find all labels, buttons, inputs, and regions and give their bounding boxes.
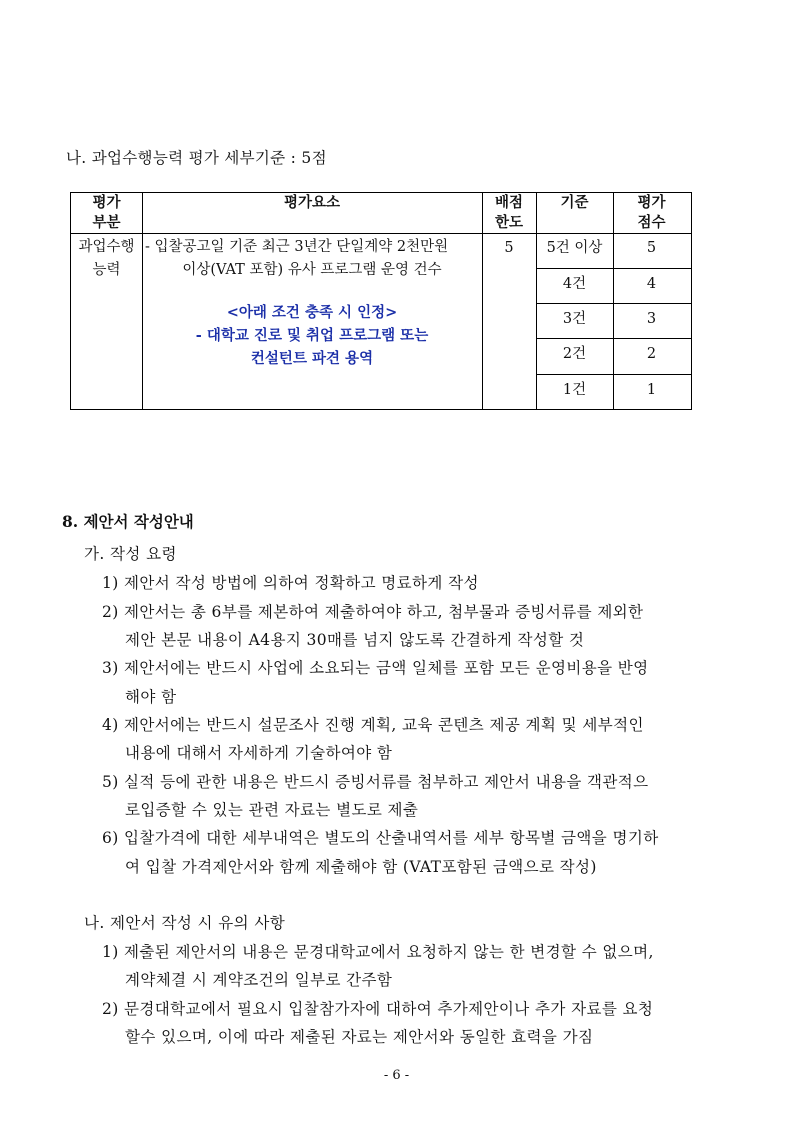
list-item-continuation: 여 입찰 가격제안서와 함께 제출해야 함 (VAT포함된 금액으로 작성) (125, 858, 597, 876)
element-line: 이상(VAT 포함) 유사 프로그램 운영 건수 (182, 262, 442, 278)
page-number: - 6 - (383, 1068, 410, 1083)
list-item: 3) 제안서에는 반드시 사업에 소요되는 금액 일체를 포함 모든 운영비용을 반영 (102, 659, 649, 677)
list-item: 6) 입찰가격에 대한 세부내역은 별도의 산출내역서를 세부 항목별 금액을 명기하 (102, 829, 659, 847)
condition-note: - 대학교 진로 및 취업 프로그램 또는 (195, 327, 429, 344)
element-line: - 입찰공고일 기준 최근 3년간 단일계약 2천만원 (145, 239, 449, 255)
table-divider (536, 268, 691, 269)
criteria-cell: 2건 (562, 346, 587, 362)
list-item-continuation: 할수 있으며, 이에 따라 제출된 자료는 제안서와 동일한 효력을 가짐 (125, 1028, 594, 1046)
criteria-cell: 3건 (562, 311, 587, 327)
list-item-continuation: 내용에 대해서 자세하게 기술하여야 함 (125, 744, 393, 762)
list-item: 2) 문경대학교에서 필요시 입찰참가자에 대하여 추가제안이나 추가 자료를 요청 (102, 1000, 654, 1018)
header-criteria: 기준 (560, 194, 589, 211)
header-limit: 배점 한도 (494, 194, 523, 231)
element-cell (142, 236, 482, 370)
list-item-continuation: 로입증할 수 있는 관련 자료는 별도로 제출 (125, 801, 419, 819)
section8-title: 8. 제안서 작성안내 (62, 512, 194, 531)
score-cell: 4 (646, 276, 657, 292)
header-division: 평가 부분 (92, 194, 121, 231)
table-divider (536, 193, 537, 409)
criteria-cell: 1건 (562, 382, 587, 398)
subsection-b-title: 나. 제안서 작성 시 유의 사항 (84, 914, 286, 932)
division-cell: 과업수행 능력 (78, 239, 135, 278)
score-cell: 1 (646, 382, 657, 398)
criteria-cell: 4건 (562, 276, 587, 292)
evaluation-table (70, 192, 692, 410)
list-item: 2) 제안서는 총 6부를 제본하여 제출하여야 하고, 첨부물과 증빙서류를 제외한 (102, 603, 644, 621)
table-divider (536, 374, 691, 375)
list-item-continuation: 제안 본문 내용이 A4용지 30매를 넘지 않도록 간결하게 작성할 것 (125, 631, 585, 649)
list-item: 1) 제안서 작성 방법에 의하여 정확하고 명료하게 작성 (102, 574, 479, 592)
limit-cell: 5 (504, 240, 514, 256)
table-divider (71, 233, 691, 234)
section-heading: 나. 과업수행능력 평가 세부기준 : 5점 (66, 149, 327, 167)
list-item-continuation: 해야 함 (125, 688, 177, 706)
header-element: 평가요소 (283, 194, 341, 211)
header-score: 평가 점수 (637, 194, 666, 231)
subsection-a-title: 가. 작성 요령 (84, 545, 177, 563)
list-item-continuation: 계약체결 시 계약조건의 일부로 간주함 (125, 971, 393, 989)
criteria-cell: 5건 이상 (546, 240, 603, 256)
score-cell: 3 (646, 311, 657, 327)
condition-note: 컨설턴트 파견 용역 (250, 350, 374, 367)
condition-note: <아래 조건 충족 시 인정> (226, 304, 398, 321)
list-item: 4) 제안서에는 반드시 설문조사 진행 계획, 교육 콘텐츠 제공 계획 및 세부적인 (102, 716, 644, 734)
table-divider (536, 338, 691, 339)
score-cell: 2 (646, 346, 657, 362)
score-cell: 5 (646, 240, 657, 256)
list-item: 5) 실적 등에 관한 내용은 반드시 증빙서류를 첨부하고 제안서 내용을 객관적으 (102, 773, 649, 791)
list-item: 1) 제출된 제안서의 내용은 문경대학교에서 요청하지 않는 한 변경할 수 없으며, (102, 943, 654, 961)
table-divider (536, 303, 691, 304)
